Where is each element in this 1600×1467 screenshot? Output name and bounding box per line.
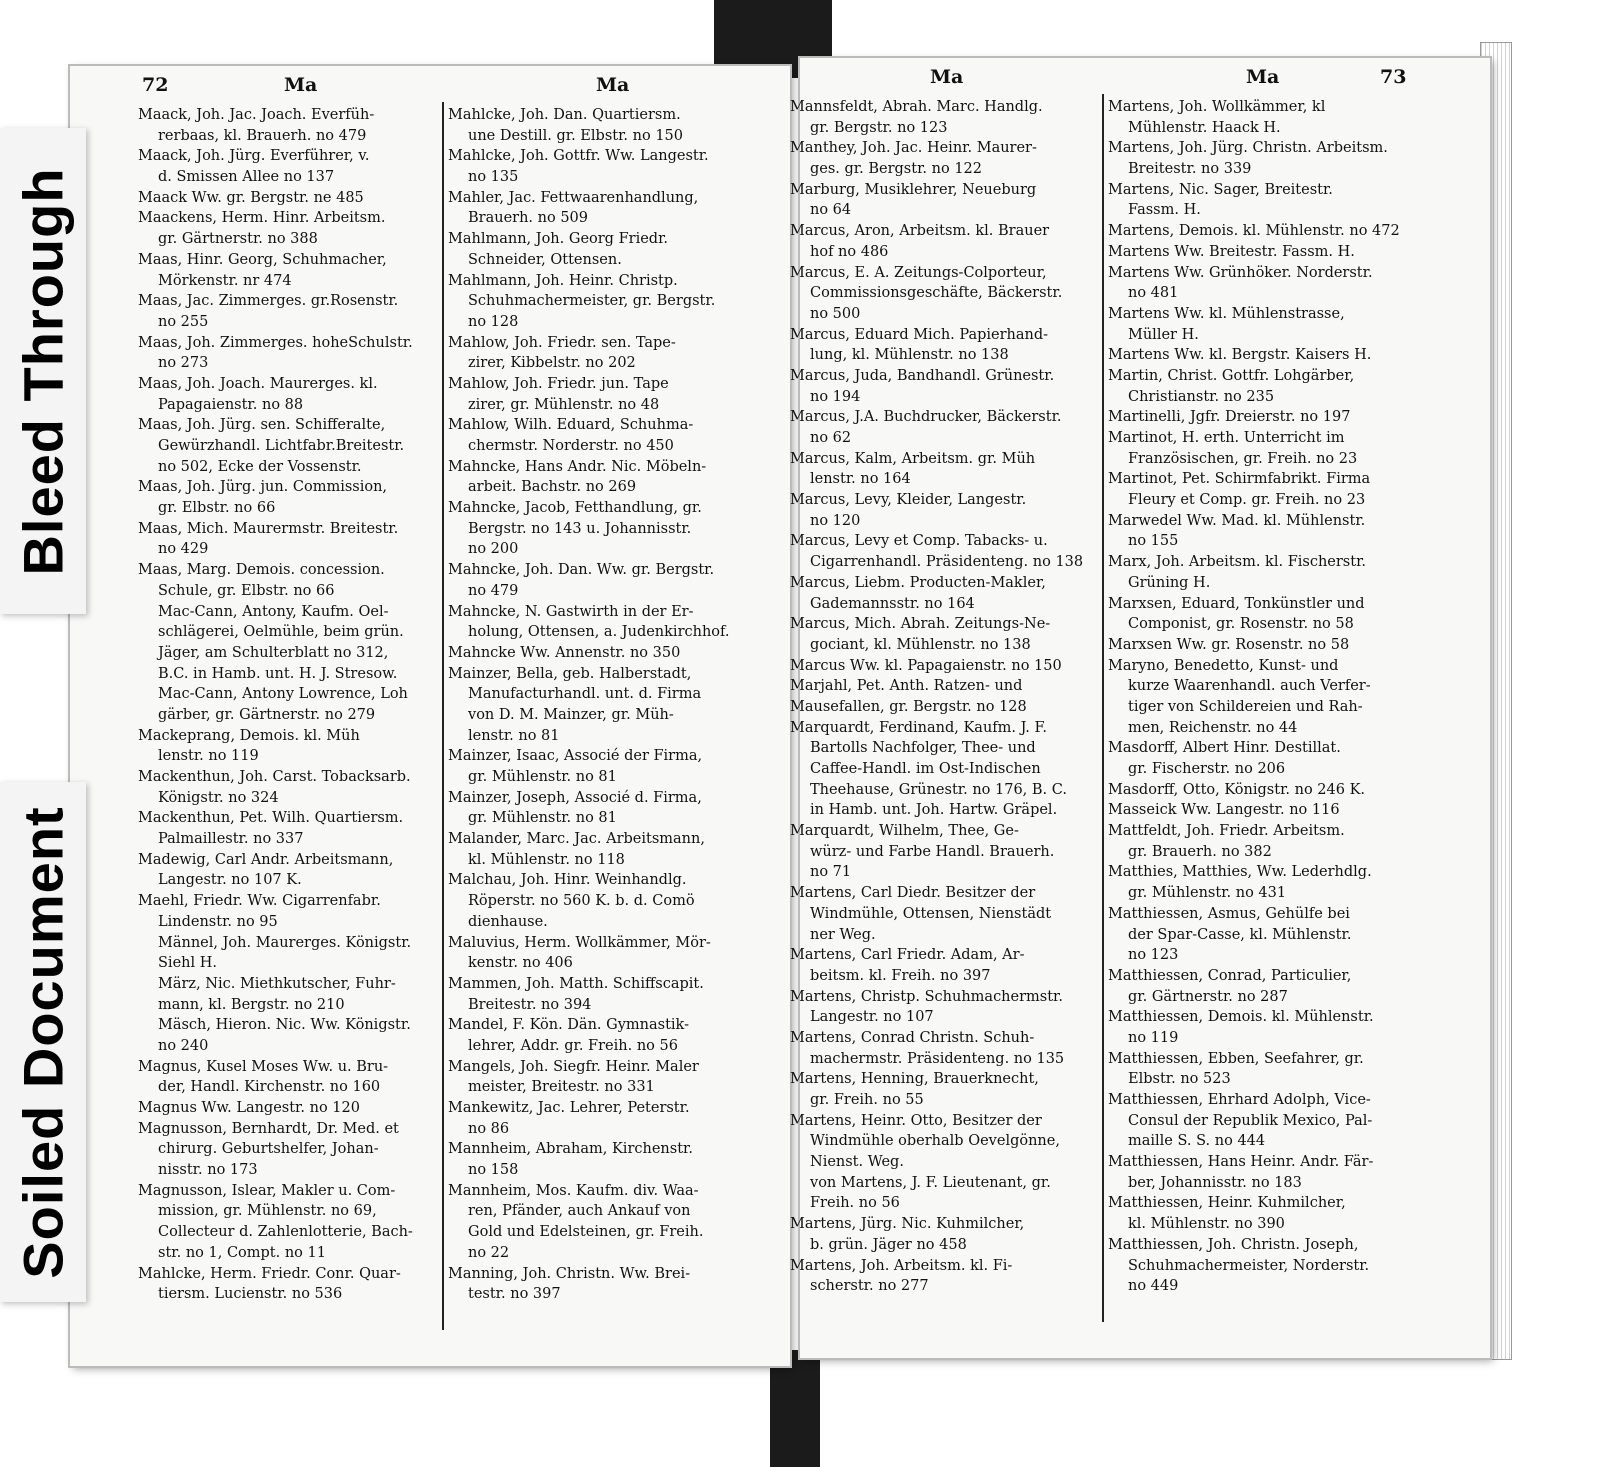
page-number-left: 72 bbox=[142, 74, 169, 96]
bleed-through-text: Bleed Through bbox=[11, 166, 75, 576]
directory-line: no 255 bbox=[158, 313, 209, 330]
directory-line: der Spar-Casse, kl. Mühlenstr. bbox=[1128, 926, 1352, 943]
directory-line: in Hamb. unt. Joh. Hartw. Gräpel. bbox=[810, 802, 1058, 819]
binding-clip-bottom bbox=[770, 1350, 820, 1467]
directory-line: Manning, Joh. Christn. Ww. Brei- bbox=[448, 1265, 691, 1282]
directory-line: no 449 bbox=[1128, 1278, 1179, 1295]
directory-line: Martens, Henning, Brauerknecht, bbox=[790, 1071, 1039, 1088]
directory-line: Marcus, Liebm. Producten-Makler, bbox=[790, 574, 1046, 591]
directory-line: Maluvius, Herm. Wollkämmer, Mör- bbox=[448, 934, 711, 951]
directory-line: tiersm. Lucienstr. no 536 bbox=[158, 1286, 343, 1303]
directory-line: Matthiessen, Hans Heinr. Andr. Fär- bbox=[1108, 1154, 1374, 1171]
directory-line: Marcus Ww. kl. Papagaienstr. no 150 bbox=[790, 657, 1062, 674]
directory-line: no 200 bbox=[468, 541, 519, 558]
directory-line: Matthiessen, Joh. Christn. Joseph, bbox=[1108, 1236, 1359, 1253]
directory-line: no 135 bbox=[468, 169, 519, 186]
directory-line: Componist, gr. Rosenstr. no 58 bbox=[1128, 616, 1354, 633]
directory-line: Martens Ww. Breitestr. Fassm. H. bbox=[1108, 243, 1355, 260]
directory-line: no 240 bbox=[158, 1037, 209, 1054]
directory-line: Schuhmachermeister, gr. Bergstr. bbox=[468, 293, 716, 310]
directory-line: no 429 bbox=[158, 541, 209, 558]
running-head-left-col2: Ma bbox=[596, 74, 630, 96]
directory-line: Marcus, Aron, Arbeitsm. kl. Brauer bbox=[790, 223, 1050, 240]
directory-line: Mannsfeldt, Abrah. Marc. Handlg. bbox=[790, 99, 1043, 115]
directory-line: Magnus, Kusel Moses Ww. u. Bru- bbox=[138, 1058, 389, 1075]
column-rule-right bbox=[1102, 94, 1104, 1322]
directory-line: Langestr. no 107 K. bbox=[158, 872, 302, 889]
directory-line: Gademannsstr. no 164 bbox=[810, 595, 975, 612]
directory-line: Martinelli, Jgfr. Dreierstr. no 197 bbox=[1108, 409, 1351, 426]
directory-line: Müller H. bbox=[1128, 326, 1199, 343]
directory-line: mission, gr. Mühlenstr. no 69, bbox=[158, 1203, 377, 1220]
directory-line: Mahlow, Joh. Friedr. sen. Tape- bbox=[448, 334, 676, 351]
directory-line: testr. no 397 bbox=[468, 1286, 561, 1303]
directory-line: Martens, Heinr. Otto, Besitzer der bbox=[790, 1112, 1042, 1129]
directory-line: Gewürzhandl. Lichtfabr.Breitestr. bbox=[158, 438, 405, 454]
left-page bbox=[70, 66, 790, 1366]
directory-line: beitsm. kl. Freih. no 397 bbox=[810, 967, 991, 984]
right-page-column-1 bbox=[790, 97, 1096, 1297]
directory-line: zirer, Kibbelstr. no 202 bbox=[468, 355, 636, 372]
directory-line: Marcus, Mich. Abrah. Zeitungs-Ne- bbox=[790, 616, 1051, 633]
directory-line: Collecteur d. Zahlenlotterie, Bach- bbox=[158, 1224, 413, 1241]
directory-line: Jäger, am Schulterblatt no 312, bbox=[158, 644, 389, 661]
directory-line: der, Handl. Kirchenstr. no 160 bbox=[158, 1079, 381, 1096]
directory-line: Marjahl, Pet. Anth. Ratzen- und bbox=[790, 678, 1023, 695]
directory-line: gr. Freih. no 55 bbox=[810, 1092, 924, 1108]
directory-line: Nienst. Weg. bbox=[810, 1154, 904, 1171]
directory-line: Maas, Marg. Demois. concession. bbox=[138, 562, 385, 579]
directory-line: Mahncke, Jacob, Fetthandlung, gr. bbox=[448, 500, 702, 517]
directory-line: Mahlow, Joh. Friedr. jun. Tape bbox=[448, 375, 669, 392]
directory-line: Mattfeldt, Joh. Friedr. Arbeitsm. bbox=[1108, 823, 1345, 840]
directory-line: Mahlcke, Herm. Friedr. Conr. Quar- bbox=[138, 1265, 401, 1282]
directory-line: gr. Bergstr. no 123 bbox=[810, 119, 948, 136]
directory-line: Matthiessen, Ehrhard Adolph, Vice- bbox=[1108, 1092, 1371, 1108]
directory-line: Schuhmachermeister, Norderstr. bbox=[1128, 1257, 1370, 1274]
directory-line: Bergstr. no 143 u. Johannisstr. bbox=[468, 520, 692, 537]
running-head-left-col1: Ma bbox=[284, 74, 318, 96]
column-rule-left bbox=[442, 102, 444, 1330]
directory-line: gr. Brauerh. no 382 bbox=[1128, 843, 1272, 860]
directory-line: Marcus, Juda, Bandhandl. Grünestr. bbox=[790, 367, 1055, 384]
directory-line: no 86 bbox=[468, 1120, 510, 1137]
directory-line: Maehl, Friedr. Ww. Cigarrenfabr. bbox=[138, 893, 381, 910]
directory-line: Papagaienstr. no 88 bbox=[158, 396, 304, 413]
directory-line: Mackenthun, Joh. Carst. Tobacksarb. bbox=[138, 769, 411, 785]
directory-line: Malchau, Joh. Hinr. Weinhandlg. bbox=[448, 872, 687, 889]
directory-line: kenstr. no 406 bbox=[468, 955, 573, 972]
directory-line: Masdorff, Albert Hinr. Destillat. bbox=[1108, 740, 1341, 757]
directory-line: ges. gr. Bergstr. no 122 bbox=[810, 161, 982, 178]
directory-line: Martens Ww. kl. Mühlenstrasse, bbox=[1108, 305, 1345, 322]
directory-line: Breitestr. no 339 bbox=[1128, 161, 1252, 178]
directory-line: Marwedel Ww. Mad. kl. Mühlenstr. bbox=[1108, 512, 1366, 529]
directory-line: Marcus, Eduard Mich. Papierhand- bbox=[790, 326, 1049, 343]
directory-line: Martens, Christp. Schuhmachermstr. bbox=[790, 988, 1064, 1005]
directory-line: Röperstr. no 560 K. b. d. Comö bbox=[468, 893, 695, 910]
directory-line: Maas, Hinr. Georg, Schuhmacher, bbox=[138, 251, 387, 268]
directory-line: Matthiessen, Asmus, Gehülfe bei bbox=[1108, 905, 1350, 922]
directory-line: Magnusson, Bernhardt, Dr. Med. et bbox=[138, 1120, 399, 1137]
directory-line: tiger von Schildereien und Rah- bbox=[1128, 698, 1363, 715]
directory-line: Lindenstr. no 95 bbox=[158, 913, 278, 930]
directory-line: Manufacturhandl. unt. d. Firma bbox=[468, 686, 702, 703]
directory-line: Caffee-Handl. im Ost-Indischen bbox=[810, 761, 1041, 777]
directory-line: lung, kl. Mühlenstr. no 138 bbox=[810, 347, 1009, 364]
directory-line: zirer, gr. Mühlenstr. no 48 bbox=[468, 396, 660, 413]
directory-line: gr. Mühlenstr. no 81 bbox=[468, 769, 617, 785]
directory-line: Mahncke Ww. Annenstr. no 350 bbox=[448, 644, 681, 661]
directory-line: chirurg. Geburtshelfer, Johan- bbox=[158, 1141, 379, 1158]
directory-line: men, Reichenstr. no 44 bbox=[1128, 719, 1298, 736]
directory-line: lehrer, Addr. gr. Freih. no 56 bbox=[468, 1037, 678, 1054]
directory-line: Martens, Conrad Christn. Schuh- bbox=[790, 1029, 1035, 1046]
directory-line: Christianstr. no 235 bbox=[1128, 388, 1275, 405]
directory-line: no 64 bbox=[810, 202, 852, 219]
directory-line: Matthiessen, Demois. kl. Mühlenstr. bbox=[1108, 1009, 1374, 1026]
directory-line: Schule, gr. Elbstr. no 66 bbox=[158, 582, 335, 599]
directory-line: Martens Ww. kl. Bergstr. Kaisers H. bbox=[1108, 347, 1372, 364]
directory-line: Maackens, Herm. Hinr. Arbeitsm. bbox=[138, 210, 386, 227]
directory-line: no 62 bbox=[810, 430, 852, 446]
directory-line: Windmühle oberhalb Oevelgönne, bbox=[810, 1133, 1060, 1150]
directory-line: Mäsch, Hieron. Nic. Ww. Königstr. bbox=[158, 1017, 411, 1034]
directory-line: Schneider, Ottensen. bbox=[468, 251, 622, 268]
directory-line: Maas, Joh. Zimmerges. hoheSchulstr. bbox=[138, 334, 413, 351]
directory-line: Französischen, gr. Freih. no 23 bbox=[1128, 450, 1358, 467]
directory-line: Mahlcke, Joh. Dan. Quartiersm. bbox=[448, 107, 681, 123]
directory-line: schlägerei, Oelmühle, beim grün. bbox=[158, 624, 404, 641]
directory-line: Freih. no 56 bbox=[810, 1195, 900, 1212]
directory-line: mann, kl. Bergstr. no 210 bbox=[158, 996, 345, 1013]
directory-line: no 194 bbox=[810, 388, 861, 405]
directory-line: Maas, Joh. Jürg. sen. Schifferalte, bbox=[138, 417, 386, 434]
left-page-column-1 bbox=[138, 105, 438, 1305]
directory-line: Mainzer, Joseph, Associé d. Firma, bbox=[448, 789, 702, 806]
directory-line: Marcus, Levy et Comp. Tabacks- u. bbox=[790, 533, 1048, 550]
directory-line: Marcus, Levy, Kleider, Langestr. bbox=[790, 492, 1027, 509]
directory-line: Siehl H. bbox=[158, 955, 217, 972]
directory-line: Königstr. no 324 bbox=[158, 789, 279, 806]
directory-line: Maas, Joh. Joach. Maurerges. kl. bbox=[138, 375, 378, 392]
directory-line: Maack, Joh. Jürg. Everführer, v. bbox=[138, 148, 370, 165]
directory-line: lenstr. no 119 bbox=[158, 748, 259, 765]
directory-line: Martens, Joh. Jürg. Christn. Arbeitsm. bbox=[1108, 140, 1388, 157]
directory-line: Mahlmann, Joh. Georg Friedr. bbox=[448, 231, 669, 248]
directory-line: Mausefallen, gr. Bergstr. no 128 bbox=[790, 698, 1027, 715]
directory-line: Martens Ww. Grünhöker. Norderstr. bbox=[1108, 264, 1373, 281]
directory-line: Martens, Carl Friedr. Adam, Ar- bbox=[790, 947, 1025, 964]
directory-line: Mahler, Jac. Fettwaarenhandlung, bbox=[448, 189, 699, 206]
directory-line: Martin, Christ. Gottfr. Lohgärber, bbox=[1108, 367, 1355, 384]
directory-line: ner Weg. bbox=[810, 926, 876, 943]
directory-line: Malander, Marc. Jac. Arbeitsmann, bbox=[448, 831, 705, 848]
directory-line: gr. Mühlenstr. no 431 bbox=[1128, 885, 1287, 902]
directory-line: no 22 bbox=[468, 1244, 510, 1261]
directory-line: arbeit. Bachstr. no 269 bbox=[468, 479, 637, 496]
bleed-through-label bbox=[0, 128, 86, 614]
directory-line: Mahncke, Hans Andr. Nic. Möbeln- bbox=[448, 458, 707, 475]
directory-line: Mackeprang, Demois. kl. Müh bbox=[138, 727, 360, 744]
directory-line: Cigarrenhandl. Präsidenteng. no 138 bbox=[810, 554, 1084, 571]
directory-line: Mahlcke, Joh. Gottfr. Ww. Langestr. bbox=[448, 148, 709, 165]
directory-line: no 119 bbox=[1128, 1029, 1179, 1046]
directory-line: Mammen, Joh. Matth. Schiffscapit. bbox=[448, 975, 704, 992]
directory-line: B.C. in Hamb. unt. H. J. Stresow. bbox=[158, 665, 398, 682]
directory-line: no 502, Ecke der Vossenstr. bbox=[158, 458, 362, 475]
directory-line: Mac-Cann, Antony, Kaufm. Oel- bbox=[158, 603, 389, 620]
directory-line: meister, Breitestr. no 331 bbox=[468, 1079, 655, 1096]
directory-line: von Martens, J. F. Lieutenant, gr. bbox=[810, 1174, 1051, 1191]
directory-line: Mackenthun, Pet. Wilh. Quartiersm. bbox=[138, 810, 404, 827]
directory-line: no 273 bbox=[158, 355, 209, 372]
directory-line: von D. M. Mainzer, gr. Müh- bbox=[468, 706, 674, 723]
directory-line: Matthies, Matthies, Ww. Lederhdlg. bbox=[1108, 864, 1372, 881]
directory-line: würz- und Farbe Handl. Brauerh. bbox=[810, 843, 1055, 860]
directory-line: hof no 486 bbox=[810, 243, 889, 260]
directory-line: März, Nic. Miethkutscher, Fuhr- bbox=[158, 975, 396, 992]
left-page-column-2 bbox=[448, 105, 760, 1305]
directory-line: Brauerh. no 509 bbox=[468, 210, 588, 227]
directory-line: Maryno, Benedetto, Kunst- und bbox=[1108, 657, 1339, 674]
directory-line: holung, Ottensen, a. Judenkirchhof. bbox=[468, 624, 730, 641]
directory-line: Martens, Joh. Wollkämmer, kl bbox=[1108, 99, 1326, 115]
directory-line: Grüning H. bbox=[1128, 574, 1211, 591]
directory-line: gr. Elbstr. no 66 bbox=[158, 500, 276, 517]
directory-line: d. Smissen Allee no 137 bbox=[158, 169, 335, 186]
directory-line: Mahncke, Joh. Dan. Ww. gr. Bergstr. bbox=[448, 562, 715, 579]
directory-line: Bartolls Nachfolger, Thee- und bbox=[810, 740, 1036, 757]
directory-line: Mühlenstr. Haack H. bbox=[1128, 119, 1281, 136]
directory-line: b. grün. Jäger no 458 bbox=[810, 1236, 967, 1253]
directory-line: Fleury et Comp. gr. Freih. no 23 bbox=[1128, 492, 1366, 509]
directory-line: Matthiessen, Conrad, Particulier, bbox=[1108, 967, 1352, 984]
directory-line: Mainzer, Bella, geb. Halberstadt, bbox=[448, 665, 692, 682]
directory-line: ber, Johannisstr. no 183 bbox=[1128, 1174, 1302, 1191]
directory-line: no 128 bbox=[468, 313, 519, 330]
directory-line: gr. Gärtnerstr. no 388 bbox=[158, 231, 318, 248]
directory-line: Elbstr. no 523 bbox=[1128, 1071, 1231, 1088]
directory-line: Matthiessen, Heinr. Kuhmilcher, bbox=[1108, 1195, 1346, 1212]
directory-line: Manthey, Joh. Jac. Heinr. Maurer- bbox=[790, 140, 1037, 157]
directory-line: str. no 1, Compt. no 11 bbox=[158, 1244, 326, 1261]
directory-line: gärber, gr. Gärtnerstr. no 279 bbox=[158, 706, 376, 723]
directory-line: Martens, Jürg. Nic. Kuhmilcher, bbox=[790, 1216, 1025, 1233]
directory-line: Mangels, Joh. Siegfr. Heinr. Maler bbox=[448, 1058, 699, 1075]
directory-line: kl. Mühlenstr. no 390 bbox=[1128, 1216, 1285, 1233]
directory-line: no 120 bbox=[810, 512, 861, 529]
directory-line: Mahncke, N. Gastwirth in der Er- bbox=[448, 603, 694, 620]
directory-line: scherstr. no 277 bbox=[810, 1278, 929, 1295]
directory-line: Masseick Ww. Langestr. no 116 bbox=[1108, 802, 1340, 819]
directory-line: machermstr. Präsidenteng. no 135 bbox=[810, 1050, 1065, 1067]
directory-line: Marcus, J.A. Buchdrucker, Bäckerstr. bbox=[790, 409, 1062, 426]
directory-line: Marx, Joh. Arbeitsm. kl. Fischerstr. bbox=[1108, 554, 1367, 571]
directory-line: une Destill. gr. Elbstr. no 150 bbox=[468, 127, 683, 144]
directory-line: rerbaas, kl. Brauerh. no 479 bbox=[158, 127, 367, 144]
directory-line: chermstr. Norderstr. no 450 bbox=[468, 438, 674, 454]
right-page-column-2 bbox=[1108, 97, 1426, 1297]
directory-line: kurze Waarenhandl. auch Verfer- bbox=[1128, 678, 1371, 695]
right-page bbox=[790, 58, 1490, 1358]
directory-line: Magnus Ww. Langestr. no 120 bbox=[138, 1100, 360, 1116]
directory-line: Marburg, Musiklehrer, Neueburg bbox=[790, 181, 1037, 198]
directory-line: Marxsen, Eduard, Tonkünstler und bbox=[1108, 595, 1365, 612]
directory-line: kl. Mühlenstr. no 118 bbox=[468, 851, 625, 868]
directory-line: gr. Gärtnerstr. no 287 bbox=[1128, 988, 1288, 1005]
running-head-right-col1: Ma bbox=[930, 66, 964, 88]
directory-line: Marquardt, Ferdinand, Kaufm. J. F. bbox=[790, 719, 1047, 736]
directory-line: Breitestr. no 394 bbox=[468, 996, 592, 1013]
directory-line: Mannheim, Abraham, Kirchenstr. bbox=[448, 1141, 693, 1158]
directory-line: Martens, Nic. Sager, Breitestr. bbox=[1108, 181, 1333, 198]
directory-line: Palmaillestr. no 337 bbox=[158, 831, 304, 848]
directory-line: Martens, Carl Diedr. Besitzer der bbox=[790, 885, 1036, 902]
directory-line: Commissionsgeschäfte, Bäckerstr. bbox=[810, 285, 1063, 302]
directory-line: Maack, Joh. Jac. Joach. Everfüh- bbox=[138, 107, 375, 123]
directory-line: Martinot, H. erth. Unterricht im bbox=[1108, 430, 1345, 446]
directory-line: no 479 bbox=[468, 582, 519, 599]
directory-line: lenstr. no 81 bbox=[468, 727, 560, 744]
directory-line: no 123 bbox=[1128, 947, 1179, 964]
directory-line: Martens, Demois. kl. Mühlenstr. no 472 bbox=[1108, 223, 1400, 240]
directory-line: ren, Pfänder, auch Ankauf von bbox=[468, 1203, 691, 1220]
directory-line: Mainzer, Isaac, Associé der Firma, bbox=[448, 748, 703, 765]
running-head-right-col2: Ma bbox=[1246, 66, 1280, 88]
directory-line: Windmühle, Ottensen, Nienstädt bbox=[810, 905, 1052, 922]
directory-line: Maas, Mich. Maurermstr. Breitestr. bbox=[138, 520, 399, 537]
directory-line: Madewig, Carl Andr. Arbeitsmann, bbox=[138, 851, 394, 868]
directory-line: Mörkenstr. nr 474 bbox=[158, 272, 292, 289]
directory-line: Martinot, Pet. Schirmfabrikt. Firma bbox=[1108, 471, 1371, 488]
directory-line: Langestr. no 107 bbox=[810, 1009, 934, 1026]
directory-line: Marquardt, Wilhelm, Thee, Ge- bbox=[790, 823, 1019, 840]
directory-line: Mahlow, Wilh. Eduard, Schuhma- bbox=[448, 417, 694, 434]
directory-line: no 155 bbox=[1128, 533, 1179, 550]
soiled-document-text: Soiled Document bbox=[11, 805, 75, 1279]
directory-line: Maas, Joh. Jürg. jun. Commission, bbox=[138, 479, 388, 496]
directory-line: Mannheim, Mos. Kaufm. div. Waa- bbox=[448, 1182, 699, 1199]
directory-line: Marcus, Kalm, Arbeitsm. gr. Müh bbox=[790, 450, 1036, 467]
directory-line: Matthiessen, Ebben, Seefahrer, gr. bbox=[1108, 1050, 1364, 1067]
directory-line: no 71 bbox=[810, 864, 852, 881]
directory-line: Mac-Cann, Antony Lowrence, Loh bbox=[158, 686, 408, 703]
directory-line: Gold und Edelsteinen, gr. Freih. bbox=[468, 1224, 704, 1241]
directory-line: no 500 bbox=[810, 305, 861, 322]
directory-line: Maas, Jac. Zimmerges. gr.Rosenstr. bbox=[138, 293, 399, 310]
directory-line: Magnusson, Islear, Makler u. Com- bbox=[138, 1182, 396, 1199]
directory-line: Masdorff, Otto, Königstr. no 246 K. bbox=[1108, 781, 1366, 798]
directory-line: Consul der Republik Mexico, Pal- bbox=[1128, 1112, 1373, 1129]
directory-line: Martens, Joh. Arbeitsm. kl. Fi- bbox=[790, 1257, 1013, 1274]
directory-line: no 158 bbox=[468, 1162, 519, 1179]
directory-line: Marcus, E. A. Zeitungs-Colporteur, bbox=[790, 264, 1047, 281]
directory-line: Maack Ww. gr. Bergstr. ne 485 bbox=[138, 189, 364, 206]
directory-line: Marxsen Ww. gr. Rosenstr. no 58 bbox=[1108, 636, 1350, 653]
directory-line: Theehause, Grünestr. no 176, B. C. bbox=[810, 781, 1067, 798]
directory-line: maille S. S. no 444 bbox=[1128, 1133, 1266, 1150]
directory-line: gociant, kl. Mühlenstr. no 138 bbox=[810, 636, 1031, 653]
directory-line: Männel, Joh. Maurerges. Königstr. bbox=[158, 934, 412, 951]
directory-line: gr. Mühlenstr. no 81 bbox=[468, 810, 617, 827]
directory-line: no 481 bbox=[1128, 285, 1179, 302]
directory-line: lenstr. no 164 bbox=[810, 471, 911, 488]
directory-line: Mandel, F. Kön. Dän. Gymnastik- bbox=[448, 1017, 689, 1034]
directory-line: gr. Fischerstr. no 206 bbox=[1128, 761, 1286, 777]
page-number-right: 73 bbox=[1380, 66, 1407, 88]
directory-line: nisstr. no 173 bbox=[158, 1162, 258, 1179]
directory-line: Fassm. H. bbox=[1128, 202, 1201, 219]
soiled-document-label bbox=[0, 782, 86, 1302]
directory-line: Mahlmann, Joh. Heinr. Christp. bbox=[448, 272, 678, 289]
directory-line: Mankewitz, Jac. Lehrer, Peterstr. bbox=[448, 1100, 690, 1116]
directory-line: dienhause. bbox=[468, 913, 548, 930]
